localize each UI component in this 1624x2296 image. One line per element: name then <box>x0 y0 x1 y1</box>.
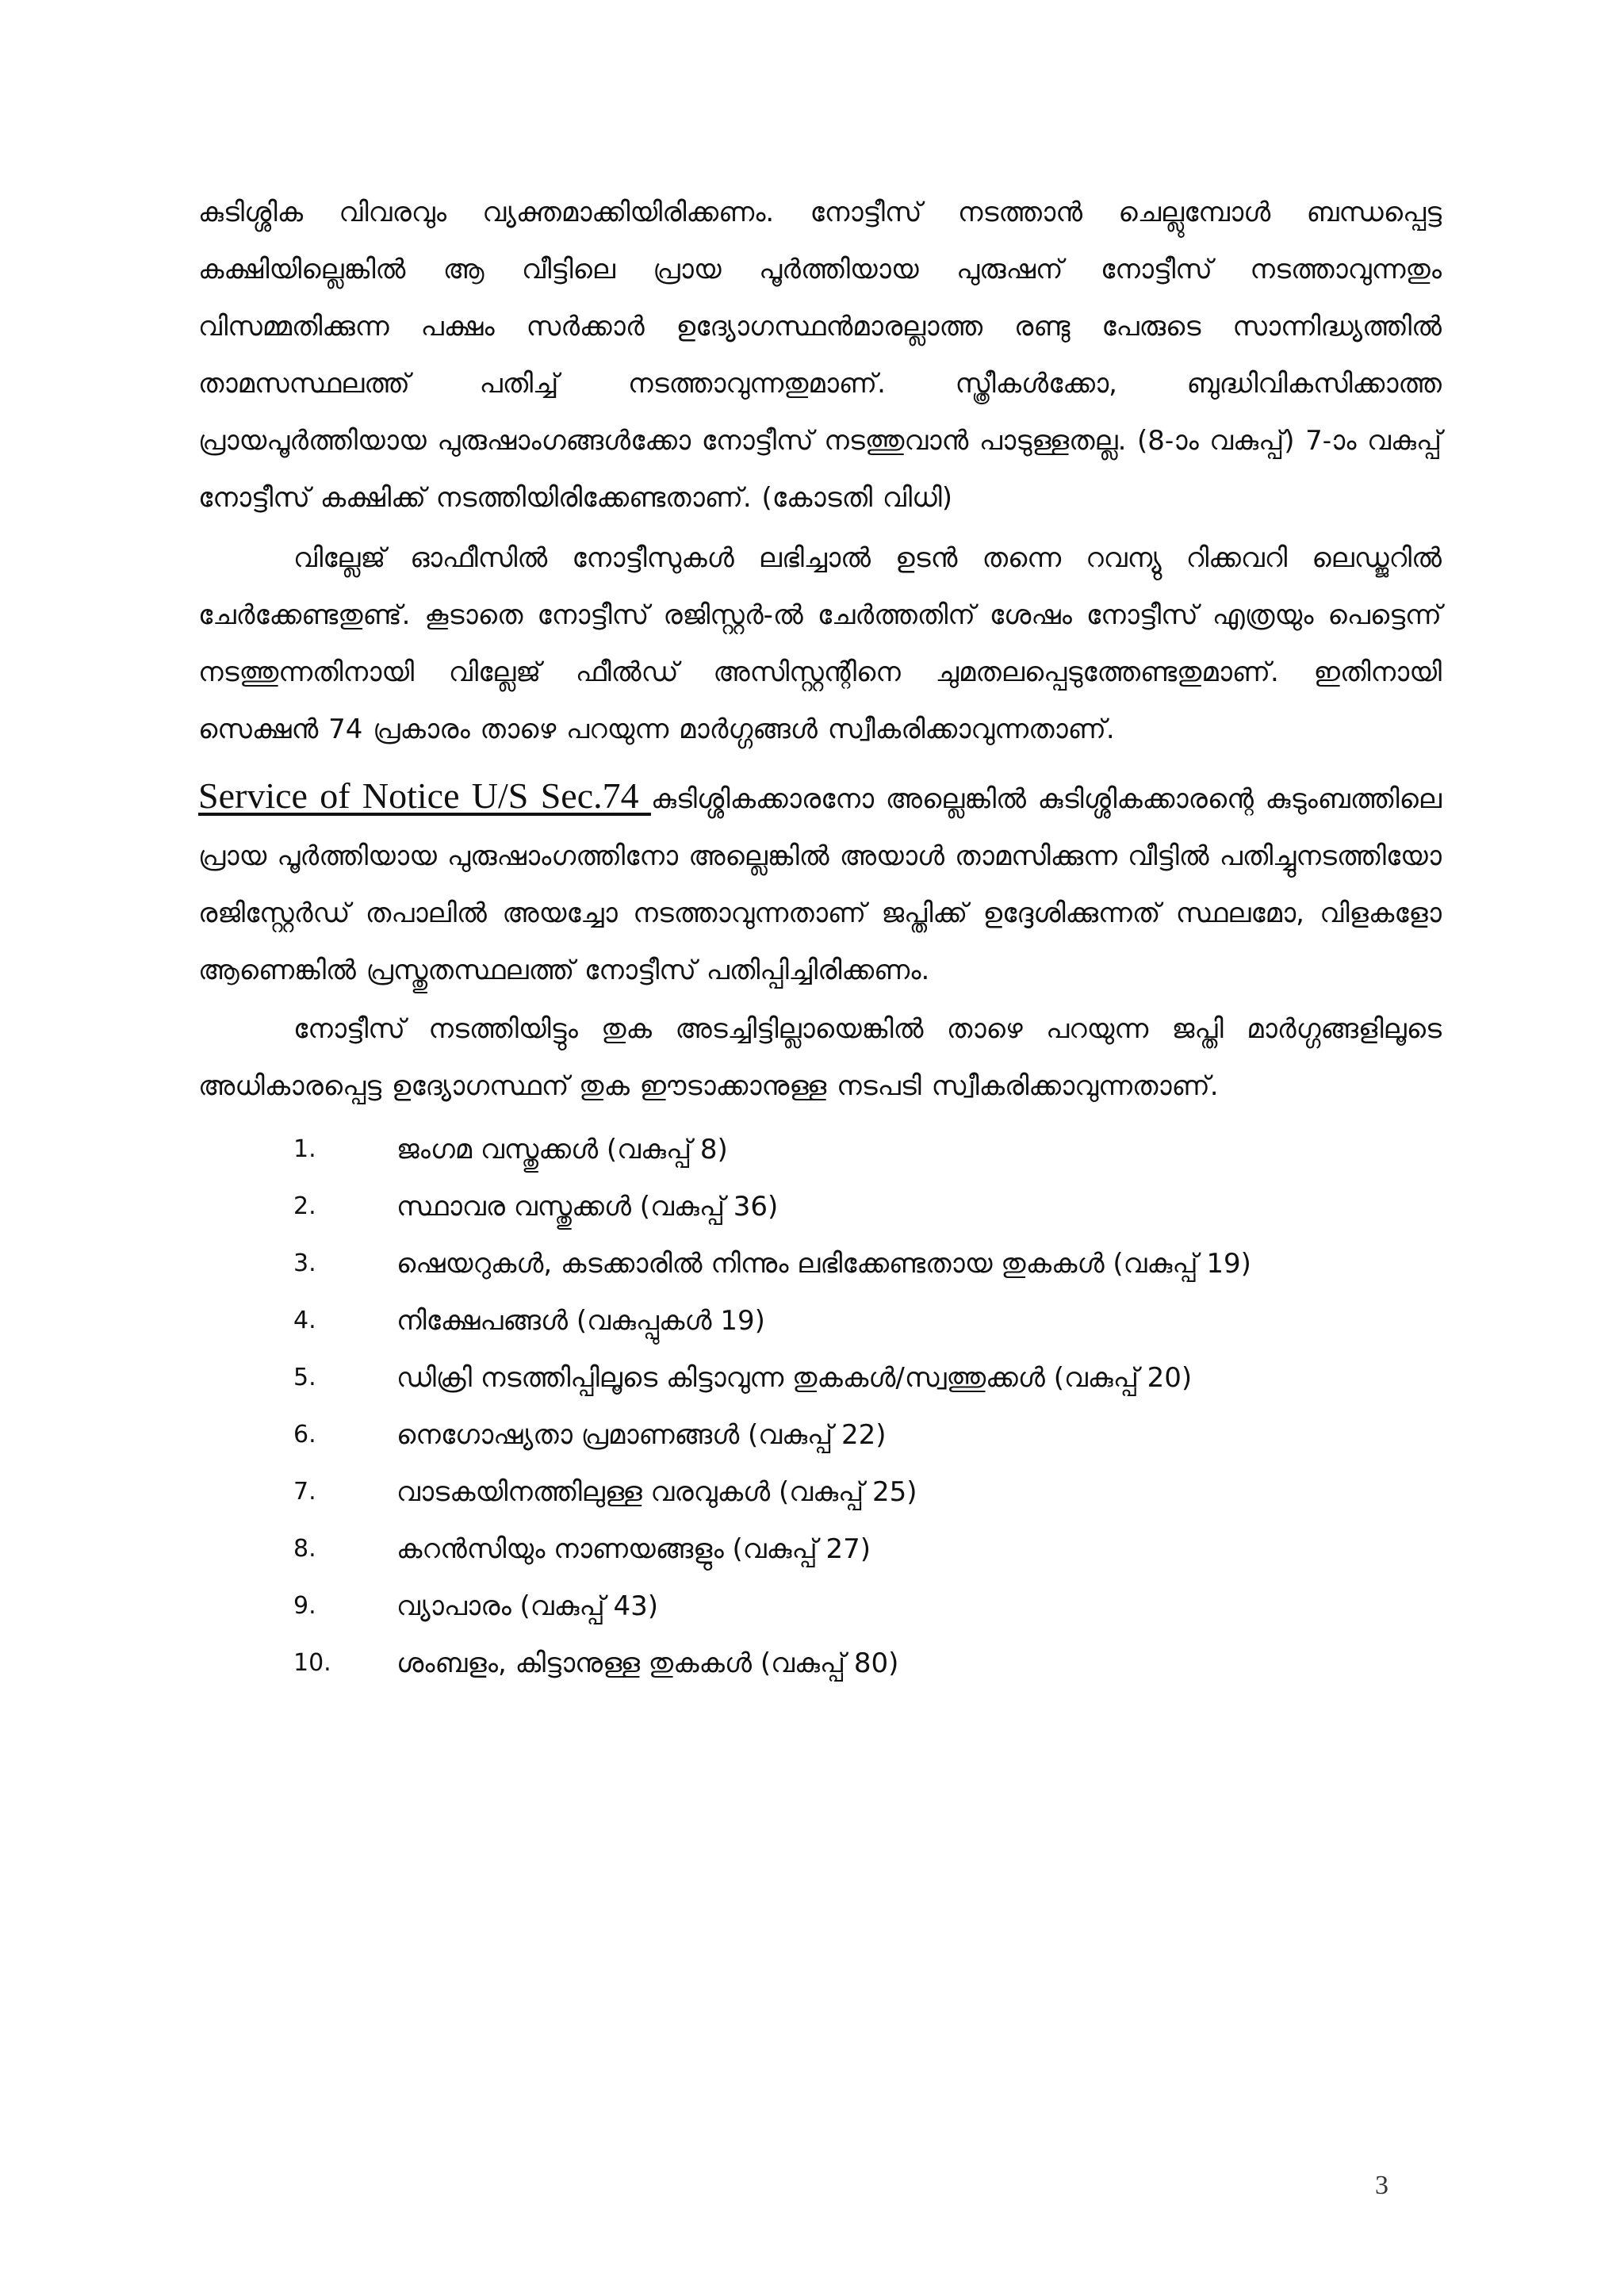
list-item <box>198 1521 1442 1578</box>
list-item-text: ശംബളം, കിട്ടാനുള്ള തുകകൾ (വകുപ്പ് 80) <box>396 1647 899 1679</box>
paragraph-service-of-notice <box>198 767 1442 999</box>
list-item-number: 3. <box>293 1249 316 1277</box>
list-item-text: നിക്ഷേപങ്ങൾ (വകുപ്പുകൾ 19) <box>396 1305 765 1337</box>
list-item-text: കറൻസിയും നാണയങ്ങളും (വകുപ്പ് 27) <box>396 1533 871 1565</box>
list-item <box>198 1178 1442 1235</box>
service-of-notice-heading: Service of Notice U/S Sec.74 <box>198 775 651 816</box>
paragraph-notice-service: കുടിശ്ശിക വിവരവും വ്യക്തമാക്കിയിരിക്കണം. നോട്ടീസ് നടത്താൻ ചെല്ലുമ്പോൾ ബന്ധപ്പെട്ട കക്ഷിയില്ലെങ്കിൽ ആ വീട്ടിലെ പ്രായ പൂർത്തിയായ പുരുഷന് നോട്ടീസ് നടത്താവുന്നതും വിസമ്മതിക്കുന്ന പക്ഷം സർക്കാർ ഉദ്യോഗസ്ഥൻമാരല്ലാത്ത രണ്ടു പേരുടെ സാന്നിദ്ധ്യത്തിൽ താമസസ്ഥലത്ത് പതിച്ച് നടത്താവുന്നതുമാണ്. സ്ത്രീകൾക്കോ, ബുദ്ധിവികസിക്കാത്ത പ്രായപൂർത്തിയായ പുരുഷാംഗങ്ങൾക്കോ നോട്ടീസ് നടത്തുവാൻ പാടുള്ളതല്ല. (8-ാം വകുപ്പ്) 7-ാം വകുപ്പ് നോട്ടീസ് കക്ഷിക്ക് നടത്തിയിരിക്കേണ്ടതാണ്. (കോടതി വിധി) <box>198 197 1442 514</box>
paragraph-village-office: വില്ലേജ് ഓഫീസിൽ നോട്ടീസുകൾ ലഭിച്ചാൽ ഉടൻ തന്നെ റവന്യു റിക്കവറി ലെഡ്ജറിൽ ചേർക്കേണ്ടതുണ്ട്. കൂടാതെ നോട്ടീസ് രജിസ്റ്റർ-ൽ ചേർത്തതിന് ശേഷം നോട്ടീസ് എത്രയും പെട്ടെന്ന് നടത്തുന്നതിനായി വില്ലേജ് ഫീൽഡ് അസിസ്റ്റന്റിനെ ചുമതലപ്പെടുത്തേണ്ടതുമാണ്. ഇതിനായി സെക്ഷൻ 74 പ്രകാരം താഴെ പറയുന്ന മാർഗ്ഗങ്ങൾ സ്വീകരിക്കാവുന്നതാണ്. <box>198 542 1442 745</box>
list-item <box>198 1578 1442 1635</box>
service-of-notice-text: കുടിശ്ശികക്കാരനോ അല്ലെങ്കിൽ കുടിശ്ശികക്കാരന്റെ കുടുംബത്തിലെ പ്രായ പൂർത്തിയായ പുരുഷാംഗത്തിനോ അല്ലെങ്കിൽ അയാൾ താമസിക്കുന്ന വീട്ടിൽ പതിച്ചുനടത്തിയോ രജിസ്റ്റേർഡ് തപാലിൽ അയച്ചോ നടത്താവുന്നതാണ് ജപ്തിക്ക് ഉദ്ദേശിക്കുന്നത് സ്ഥലമോ, വിളകളോ ആണെങ്കിൽ പ്രസ്തുതസ്ഥലത്ത് നോട്ടീസ് പതിപ്പിച്ചിരിക്കണം. <box>198 783 1442 986</box>
list-item-number: 7. <box>293 1478 316 1506</box>
list-item-number: 8. <box>293 1535 316 1563</box>
list-item-number: 6. <box>293 1421 316 1448</box>
list-item <box>198 1635 1442 1692</box>
list-item-number: 1. <box>293 1135 316 1163</box>
list-item <box>198 1464 1442 1521</box>
list-item-text: വ്യാപാരം (വകുപ്പ് 43) <box>396 1590 659 1622</box>
attachment-methods-list <box>198 1121 1442 1692</box>
list-item <box>198 1235 1442 1292</box>
paragraph-attachment-methods: നോട്ടീസ് നടത്തിയിട്ടും തുക അടച്ചിട്ടില്ലായെങ്കിൽ താഴെ പറയുന്ന ജപ്തി മാർഗ്ഗങ്ങളിലൂടെ അധികാരപ്പെട്ട ഉദ്യോഗസ്ഥന് തുക ഈടാക്കാനുള്ള നടപടി സ്വീകരിക്കാവുന്നതാണ്. <box>198 1013 1442 1102</box>
page-body <box>198 184 1442 1692</box>
list-item-number: 2. <box>293 1192 316 1220</box>
list-item-text: ഷെയറുകൾ, കടക്കാരിൽ നിന്നും ലഭിക്കേണ്ടതായ തുകകൾ (വകുപ്പ് 19) <box>396 1248 1251 1280</box>
list-item-text: സ്ഥാവര വസ്തുക്കൾ (വകുപ്പ് 36) <box>396 1191 779 1223</box>
list-item-text: വാടകയിനത്തിലുള്ള വരവുകൾ (വകുപ്പ് 25) <box>396 1476 917 1508</box>
list-item <box>198 1349 1442 1406</box>
page-number: 3 <box>1375 2171 1388 2200</box>
list-item <box>198 1406 1442 1464</box>
list-item-text: ജംഗമ വസ്തുക്കൾ (വകുപ്പ് 8) <box>396 1134 728 1165</box>
list-item <box>198 1121 1442 1178</box>
list-item-text: നെഗോഷ്യതാ പ്രമാണങ്ങൾ (വകുപ്പ് 22) <box>396 1419 887 1451</box>
list-item-number: 10. <box>293 1649 331 1677</box>
list-item-number: 9. <box>293 1592 316 1620</box>
list-item-text: ഡിക്രി നടത്തിപ്പിലൂടെ കിട്ടാവുന്ന തുകകൾ/സ്വത്തുക്കൾ (വകുപ്പ് 20) <box>396 1362 1193 1394</box>
list-item-number: 4. <box>293 1307 316 1334</box>
list-item-number: 5. <box>293 1364 316 1391</box>
list-item <box>198 1292 1442 1349</box>
